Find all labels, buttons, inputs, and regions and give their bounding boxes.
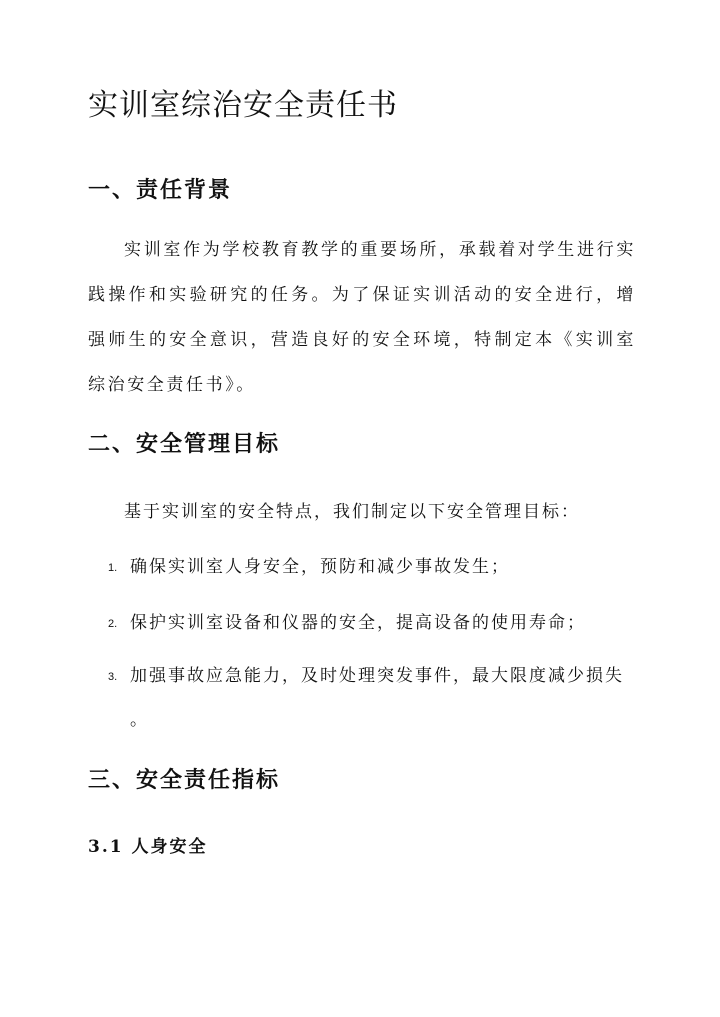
section-heading-responsibility: 三、安全责任指标 <box>88 767 281 793</box>
goal-list-item <box>108 602 638 646</box>
subsection-heading-personal-safety: 3.1 人身安全 <box>88 837 208 857</box>
list-number: 2. <box>108 618 118 630</box>
list-number: 3. <box>108 671 118 683</box>
goal-list-item <box>108 655 638 742</box>
list-item-text: 确保实训室人身安全，预防和减少事故发生； <box>130 557 510 577</box>
section-heading-goals: 二、安全管理目标 <box>88 431 281 457</box>
document-title: 实训室综治安全责任书 <box>88 88 398 123</box>
list-number: 1. <box>108 562 118 574</box>
section-heading-background: 一、责任背景 <box>88 177 233 203</box>
goal-list-item <box>108 546 638 590</box>
background-paragraph: 实训室作为学校教育教学的重要场所，承载着对学生进行实践操作和实验研究的任务。为了保证实训活动的安全进行，增强师生的安全意识，营造良好的安全环境，特制定本《实训室综治安全责任书》。 <box>88 240 636 395</box>
list-item-text: 保护实训室设备和仪器的安全，提高设备的使用寿命； <box>130 613 586 633</box>
goals-lead-text: 基于实训室的安全特点，我们制定以下安全管理目标： <box>124 502 580 522</box>
list-item-text-tail: 。 <box>130 710 149 730</box>
list-item-text: 加强事故应急能力，及时处理突发事件，最大限度减少损失 <box>130 666 624 686</box>
